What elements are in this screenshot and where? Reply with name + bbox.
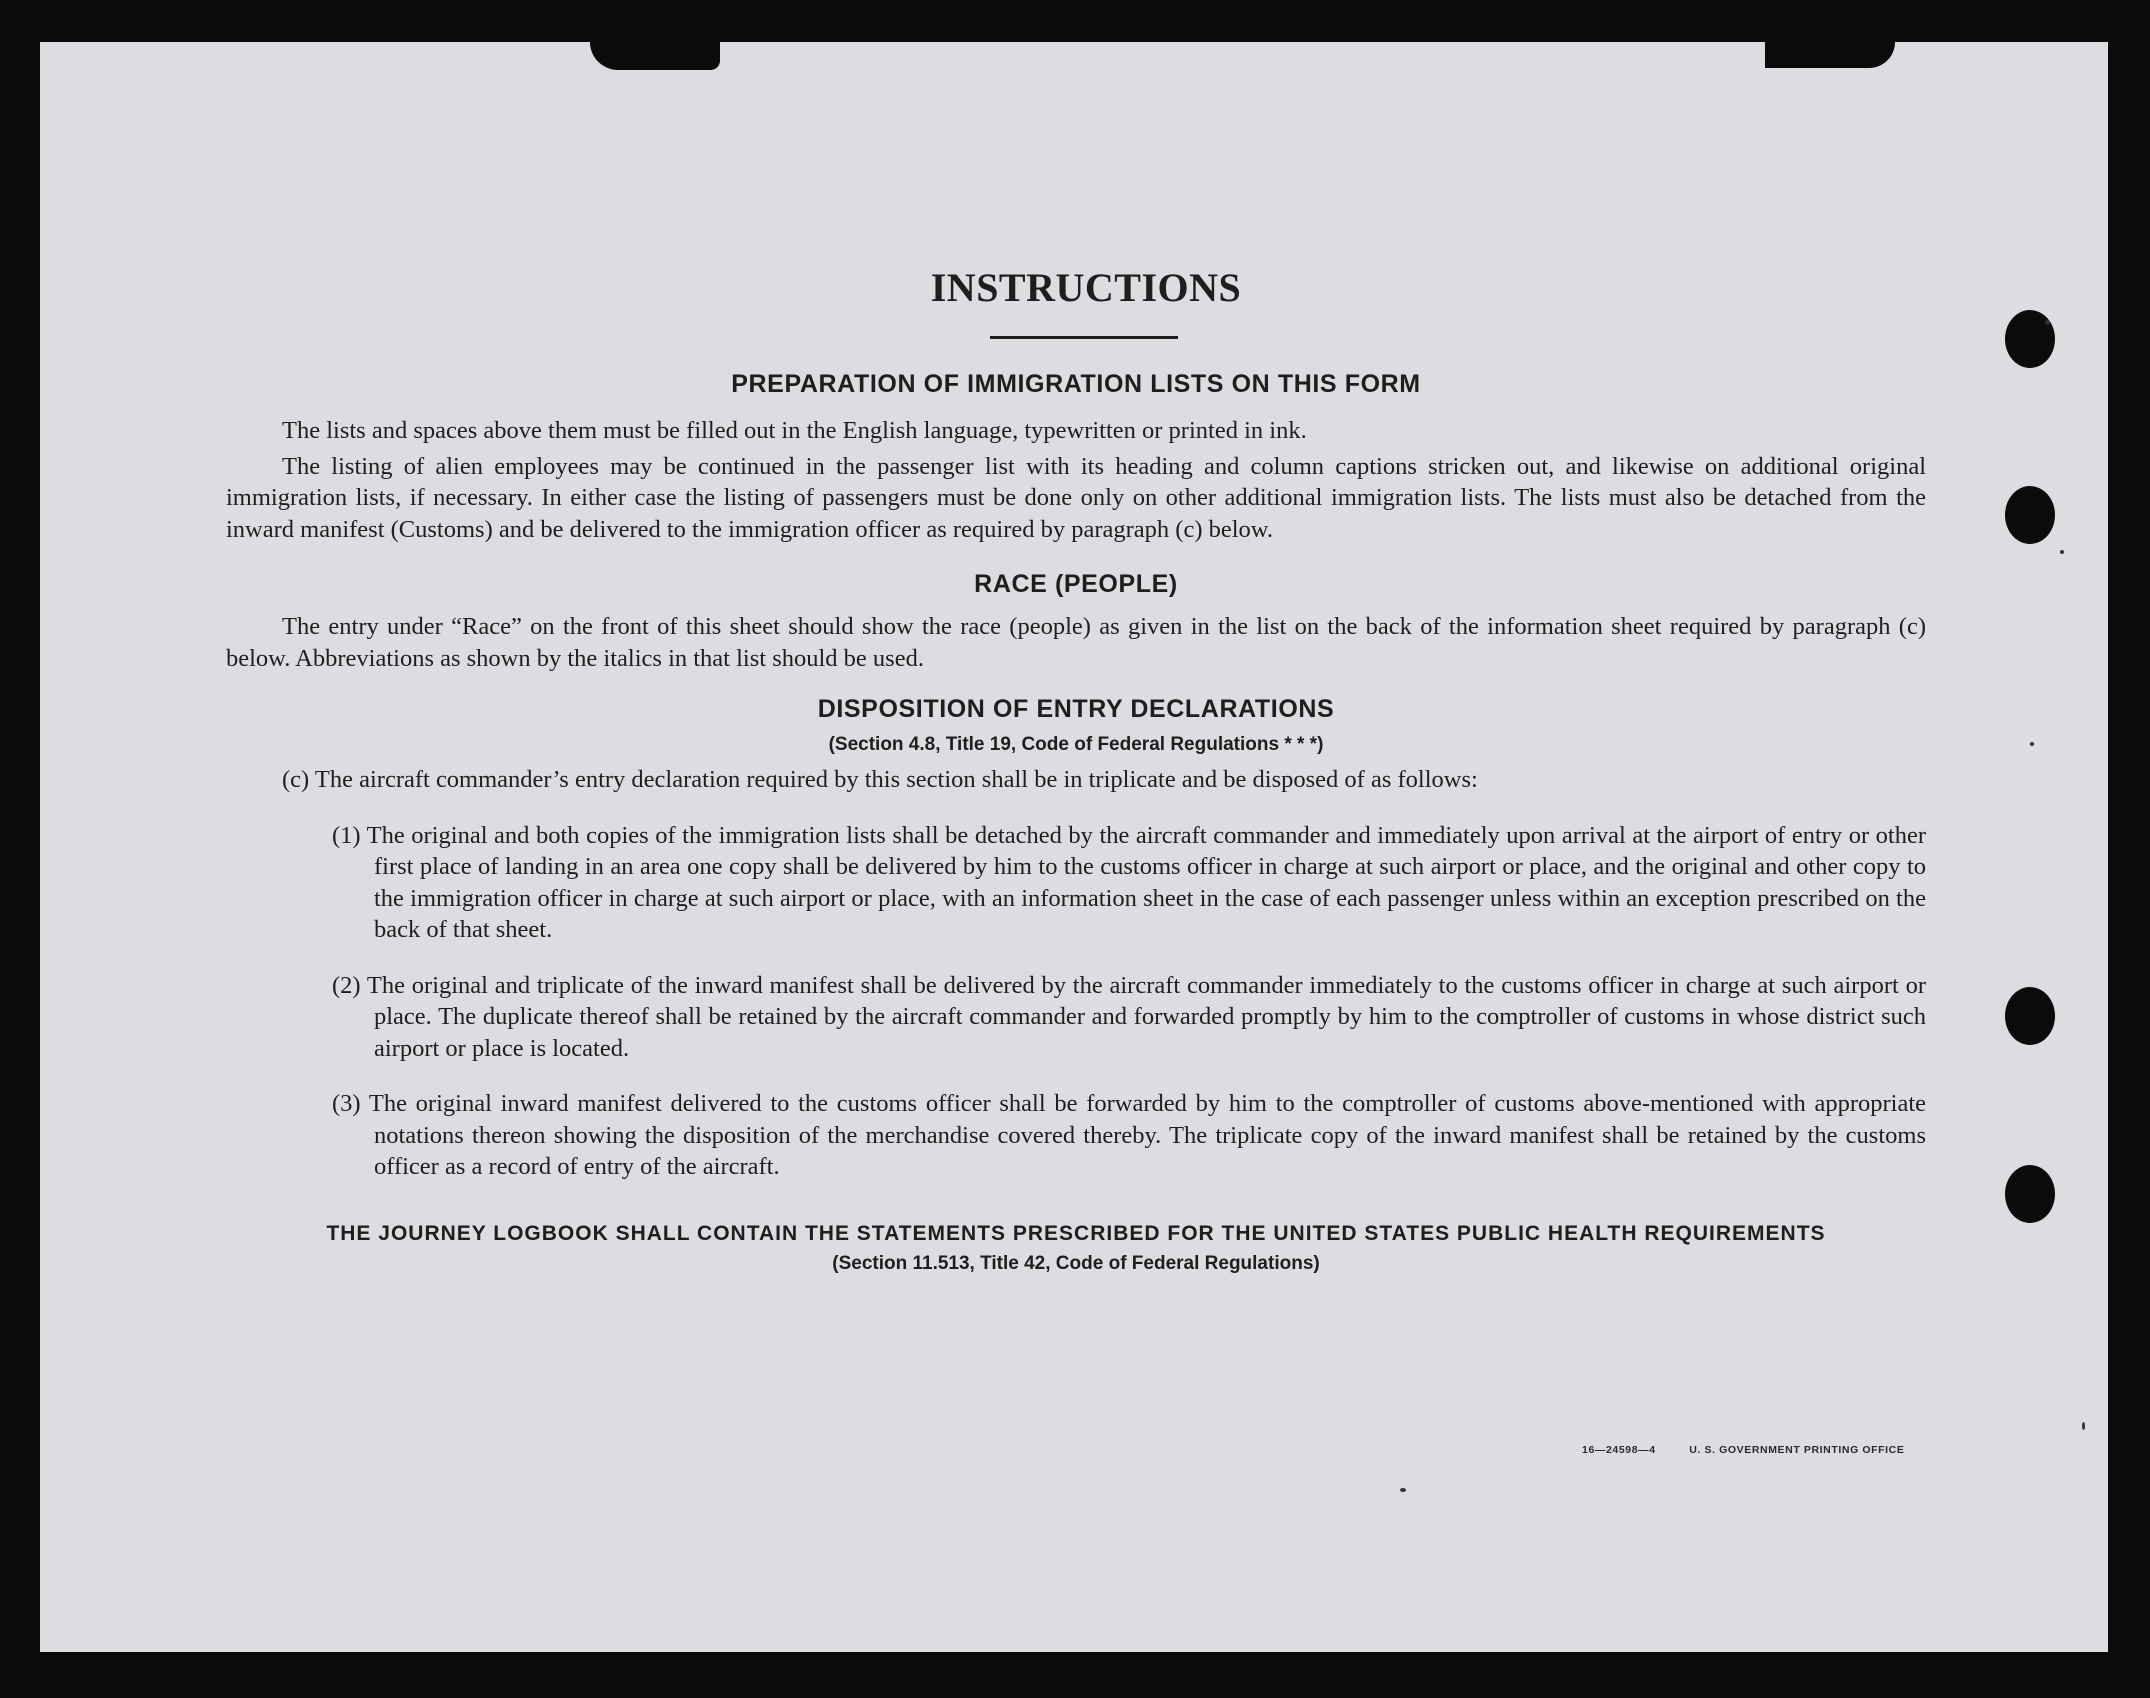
printing-office: U. S. GOVERNMENT PRINTING OFFICE: [1689, 1444, 1905, 1456]
preparation-heading: PREPARATION OF IMMIGRATION LISTS ON THIS FORM: [731, 370, 1421, 398]
disposition-item-3: [226, 1088, 1926, 1183]
punch-hole: [2005, 987, 2055, 1045]
speck: [1400, 1488, 1406, 1492]
race-heading: RACE (PEOPLE): [974, 570, 1178, 598]
disposition-intro-text: The aircraft commander’s entry declaration required by this section shall be in triplicate and be disposed of as follows:: [309, 766, 1478, 793]
disposition-intro-label: (c): [282, 766, 310, 793]
public-health-note: THE JOURNEY LOGBOOK SHALL CONTAIN THE STATEMENTS PRESCRIBED FOR THE UNITED STATES PUBLIC HEALTH REQUIREMENTS: [326, 1221, 1826, 1245]
speck: [2030, 742, 2034, 746]
disposition-heading: DISPOSITION OF ENTRY DECLARATIONS: [817, 695, 1335, 723]
preparation-paragraph-1: The lists and spaces above them must be filled out in the English language, typewritten or printed in ink.: [282, 417, 1307, 444]
speck: [2082, 1422, 2085, 1430]
top-notch-right: [1765, 42, 1895, 68]
page-title: INSTRUCTIONS: [930, 265, 1242, 310]
top-notch-left: [590, 42, 720, 70]
punch-hole: [2005, 310, 2055, 368]
printer-imprint: [1582, 1444, 1904, 1456]
disposition-item-1: [226, 820, 1926, 946]
speck: [2045, 320, 2050, 325]
form-number: 16—24598—4: [1582, 1444, 1656, 1456]
punch-hole: [2005, 1165, 2055, 1223]
punch-hole: [2005, 486, 2055, 544]
title-underline: [990, 336, 1178, 339]
item-label: (2): [332, 971, 361, 999]
document-sheet: [40, 42, 2108, 1652]
speck: [2060, 550, 2064, 554]
item-label: (1): [332, 821, 361, 849]
preparation-paragraph-2: The listing of alien employees may be continued in the passenger list with its heading and column captions stricken out, and likewise on additional original immigration lists, if necessary. In either case the listing of passengers must be done only on other additional immigration lists. The lists must also be detached from the inward manifest (Customs) and be delivered to the immigration officer as required by paragraph (c) below.: [226, 452, 1926, 543]
disposition-intro: [226, 764, 1926, 796]
instructions-content: [226, 264, 1926, 1277]
disposition-citation: (Section 4.8, Title 19, Code of Federal Regulations * * *): [828, 734, 1324, 755]
item-text: The original inward manifest delivered to the customs officer shall be forwarded by him to the comptroller of customs above-mentioned with appropriate notations thereon showing the disposition of the merchandise covered thereby. The triplicate copy of the inward manifest shall be retained by the customs officer as a record of entry of the aircraft.: [360, 1090, 1926, 1180]
item-text: The original and both copies of the immigration lists shall be detached by the aircraft commander and immediately upon arrival at the airport of entry or other first place of landing in an area one copy shall be delivered by him to the customs officer in charge at such airport or place, and the original and other copy to the immigration officer in charge at such airport or place, with an information sheet in the case of each passenger unless within an exception prescribed on the back of that sheet.: [360, 821, 1926, 943]
item-text: The original and triplicate of the inward manifest shall be delivered by the aircraft commander immediately to the customs officer in charge at such airport or place. The duplicate thereof shall be retained by the aircraft commander and forwarded promptly by him to the comptroller of customs in whose district such airport or place is located.: [360, 971, 1926, 1062]
item-label: (3): [332, 1090, 361, 1117]
public-health-citation: (Section 11.513, Title 42, Code of Federal Regulations): [832, 1252, 1320, 1274]
race-paragraph: The entry under “Race” on the front of this sheet should show the race (people) as given in the list on the back of the information sheet required by paragraph (c) below. Abbreviations as shown by the italics in that list should be used.: [226, 613, 1926, 672]
disposition-item-2: [226, 970, 1926, 1065]
